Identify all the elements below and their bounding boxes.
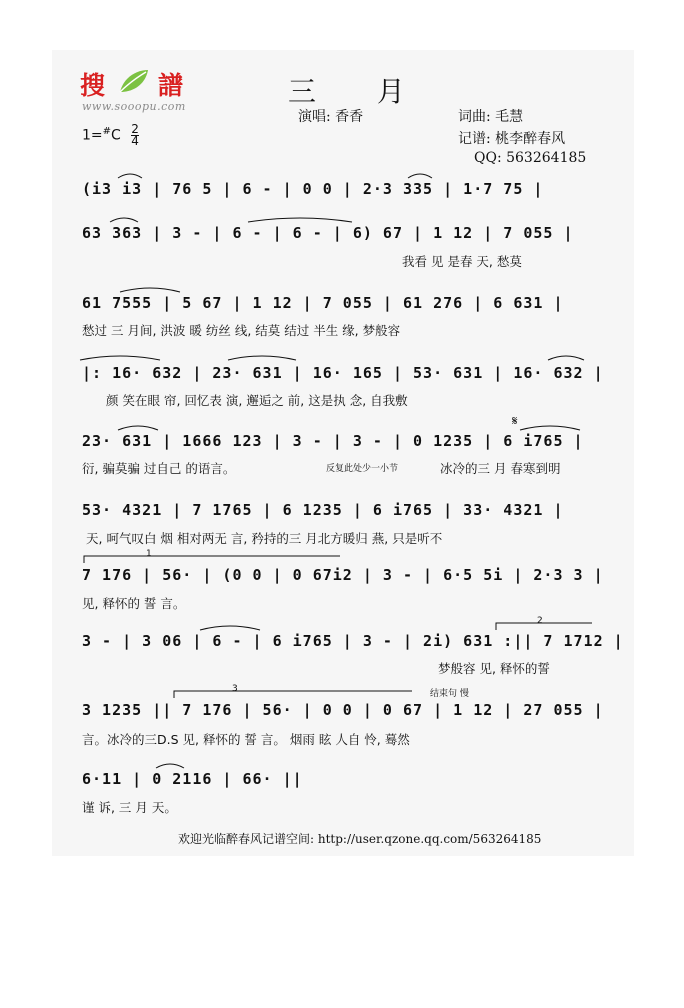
triplet-bracket bbox=[174, 691, 412, 698]
transcriber-credit: 记谱: 桃李醉春风 bbox=[458, 131, 566, 147]
notation-row-3: 61 7555 | 5 67 | 1 12 | 7 055 | 61 276 | 6 631 | bbox=[82, 294, 564, 312]
lyric-row-9: 言。冰冷的三D.S 见, 释怀的 誓 言。 烟雨 眩 人自 怜, 蓦然 bbox=[82, 732, 410, 747]
repeat-note: 反复此处少一小节 bbox=[326, 464, 399, 474]
segno-sign: 𝄋 bbox=[512, 414, 518, 429]
qq-contact: QQ: 563264185 bbox=[474, 150, 587, 166]
lyric-row-10: 谨 诉, 三 月 天。 bbox=[82, 800, 177, 815]
lyric-row-6: 天, 呵气叹白 烟 相对两无 言, 矜持的三 月北方暖归 燕, 只是听不 bbox=[86, 531, 443, 546]
footer-link[interactable]: 欢迎光临醉春风记谱空间: http://user.qzone.qq.com/563264185 bbox=[178, 832, 542, 846]
triplet-label: 3 bbox=[232, 684, 238, 694]
lyric-row-7: 见, 释怀的 誓 言。 bbox=[82, 596, 186, 611]
notation-row-5: 23· 631 | 1666 123 | 3 - | 3 - | 0 1235 | 6 i765 | bbox=[82, 432, 584, 450]
time-sig-bottom: 4 bbox=[131, 134, 139, 148]
key-signature: 1=#C $\frac{2}{4}$ bbox=[82, 122, 139, 148]
notation-row-2: 63 363 | 3 - | 6 - | 6 - | 6) 67 | 1 12 | 7 055 | bbox=[82, 224, 574, 242]
logo-char-left: 搜 bbox=[80, 71, 106, 100]
slur-arcs bbox=[80, 174, 584, 768]
ending-note: 结束句 慢 bbox=[430, 689, 469, 699]
volta-1-label: 1 bbox=[146, 549, 152, 559]
volta-2-bracket bbox=[496, 623, 592, 630]
volta-1-bracket bbox=[84, 556, 340, 563]
song-title: 三 月 bbox=[288, 75, 431, 108]
notation-row-10: 6·11 | 0 2116 | 66· || bbox=[82, 770, 303, 788]
logo-url[interactable]: www.sooopu.com bbox=[82, 100, 186, 113]
logo-char-right: 譜 bbox=[158, 71, 184, 100]
time-sig-top: 2 bbox=[131, 122, 139, 136]
notation-row-4: |: 16· 632 | 23· 631 | 16· 165 | 53· 631 | 16· 632 | bbox=[82, 364, 604, 382]
volta-2-label: 2 bbox=[537, 616, 543, 626]
lyric-row-2: 我看 见 是春 天, 愁莫 bbox=[402, 254, 522, 269]
lyric-row-8: 梦般容 见, 释怀的誓 bbox=[438, 661, 550, 676]
notation-row-8: 3 - | 3 06 | 6 - | 6 i765 | 3 - | 2i) 631 :|| 7 1712 | bbox=[82, 632, 624, 650]
lyric-row-4: 颜 笑在眼 帘, 回忆表 演, 邂逅之 前, 这是执 念, 自我敷 bbox=[106, 393, 408, 408]
lyric-row-3: 愁过 三 月间, 洪波 暖 纺丝 线, 结莫 结过 半生 缘, 梦般容 bbox=[82, 323, 401, 338]
notation-row-6: 53· 4321 | 7 1765 | 6 1235 | 6 i765 | 33· 4321 | bbox=[82, 501, 564, 519]
singer-credit: 演唱: 香香 bbox=[298, 109, 364, 125]
lyric-row-5: 衍, 骗莫骗 过自己 的语言。 bbox=[82, 461, 236, 476]
notation-row-7: 7 176 | 56· | (0 0 | 0 67i2 | 3 - | 6·5 5i | 2·3 3 | bbox=[82, 566, 604, 584]
lyric-after-repeat: 冰冷的三 月 春寒到明 bbox=[440, 461, 561, 476]
notation-row-9: 3 1235 || 7 176 | 56· | 0 0 | 0 67 | 1 12 | 27 055 | bbox=[82, 701, 604, 719]
notation-row-1: (i3 i3 | 76 5 | 6 - | 0 0 | 2·3 335 | 1·7 75 | bbox=[82, 180, 544, 198]
composer-credit: 词曲: 毛慧 bbox=[458, 109, 524, 125]
